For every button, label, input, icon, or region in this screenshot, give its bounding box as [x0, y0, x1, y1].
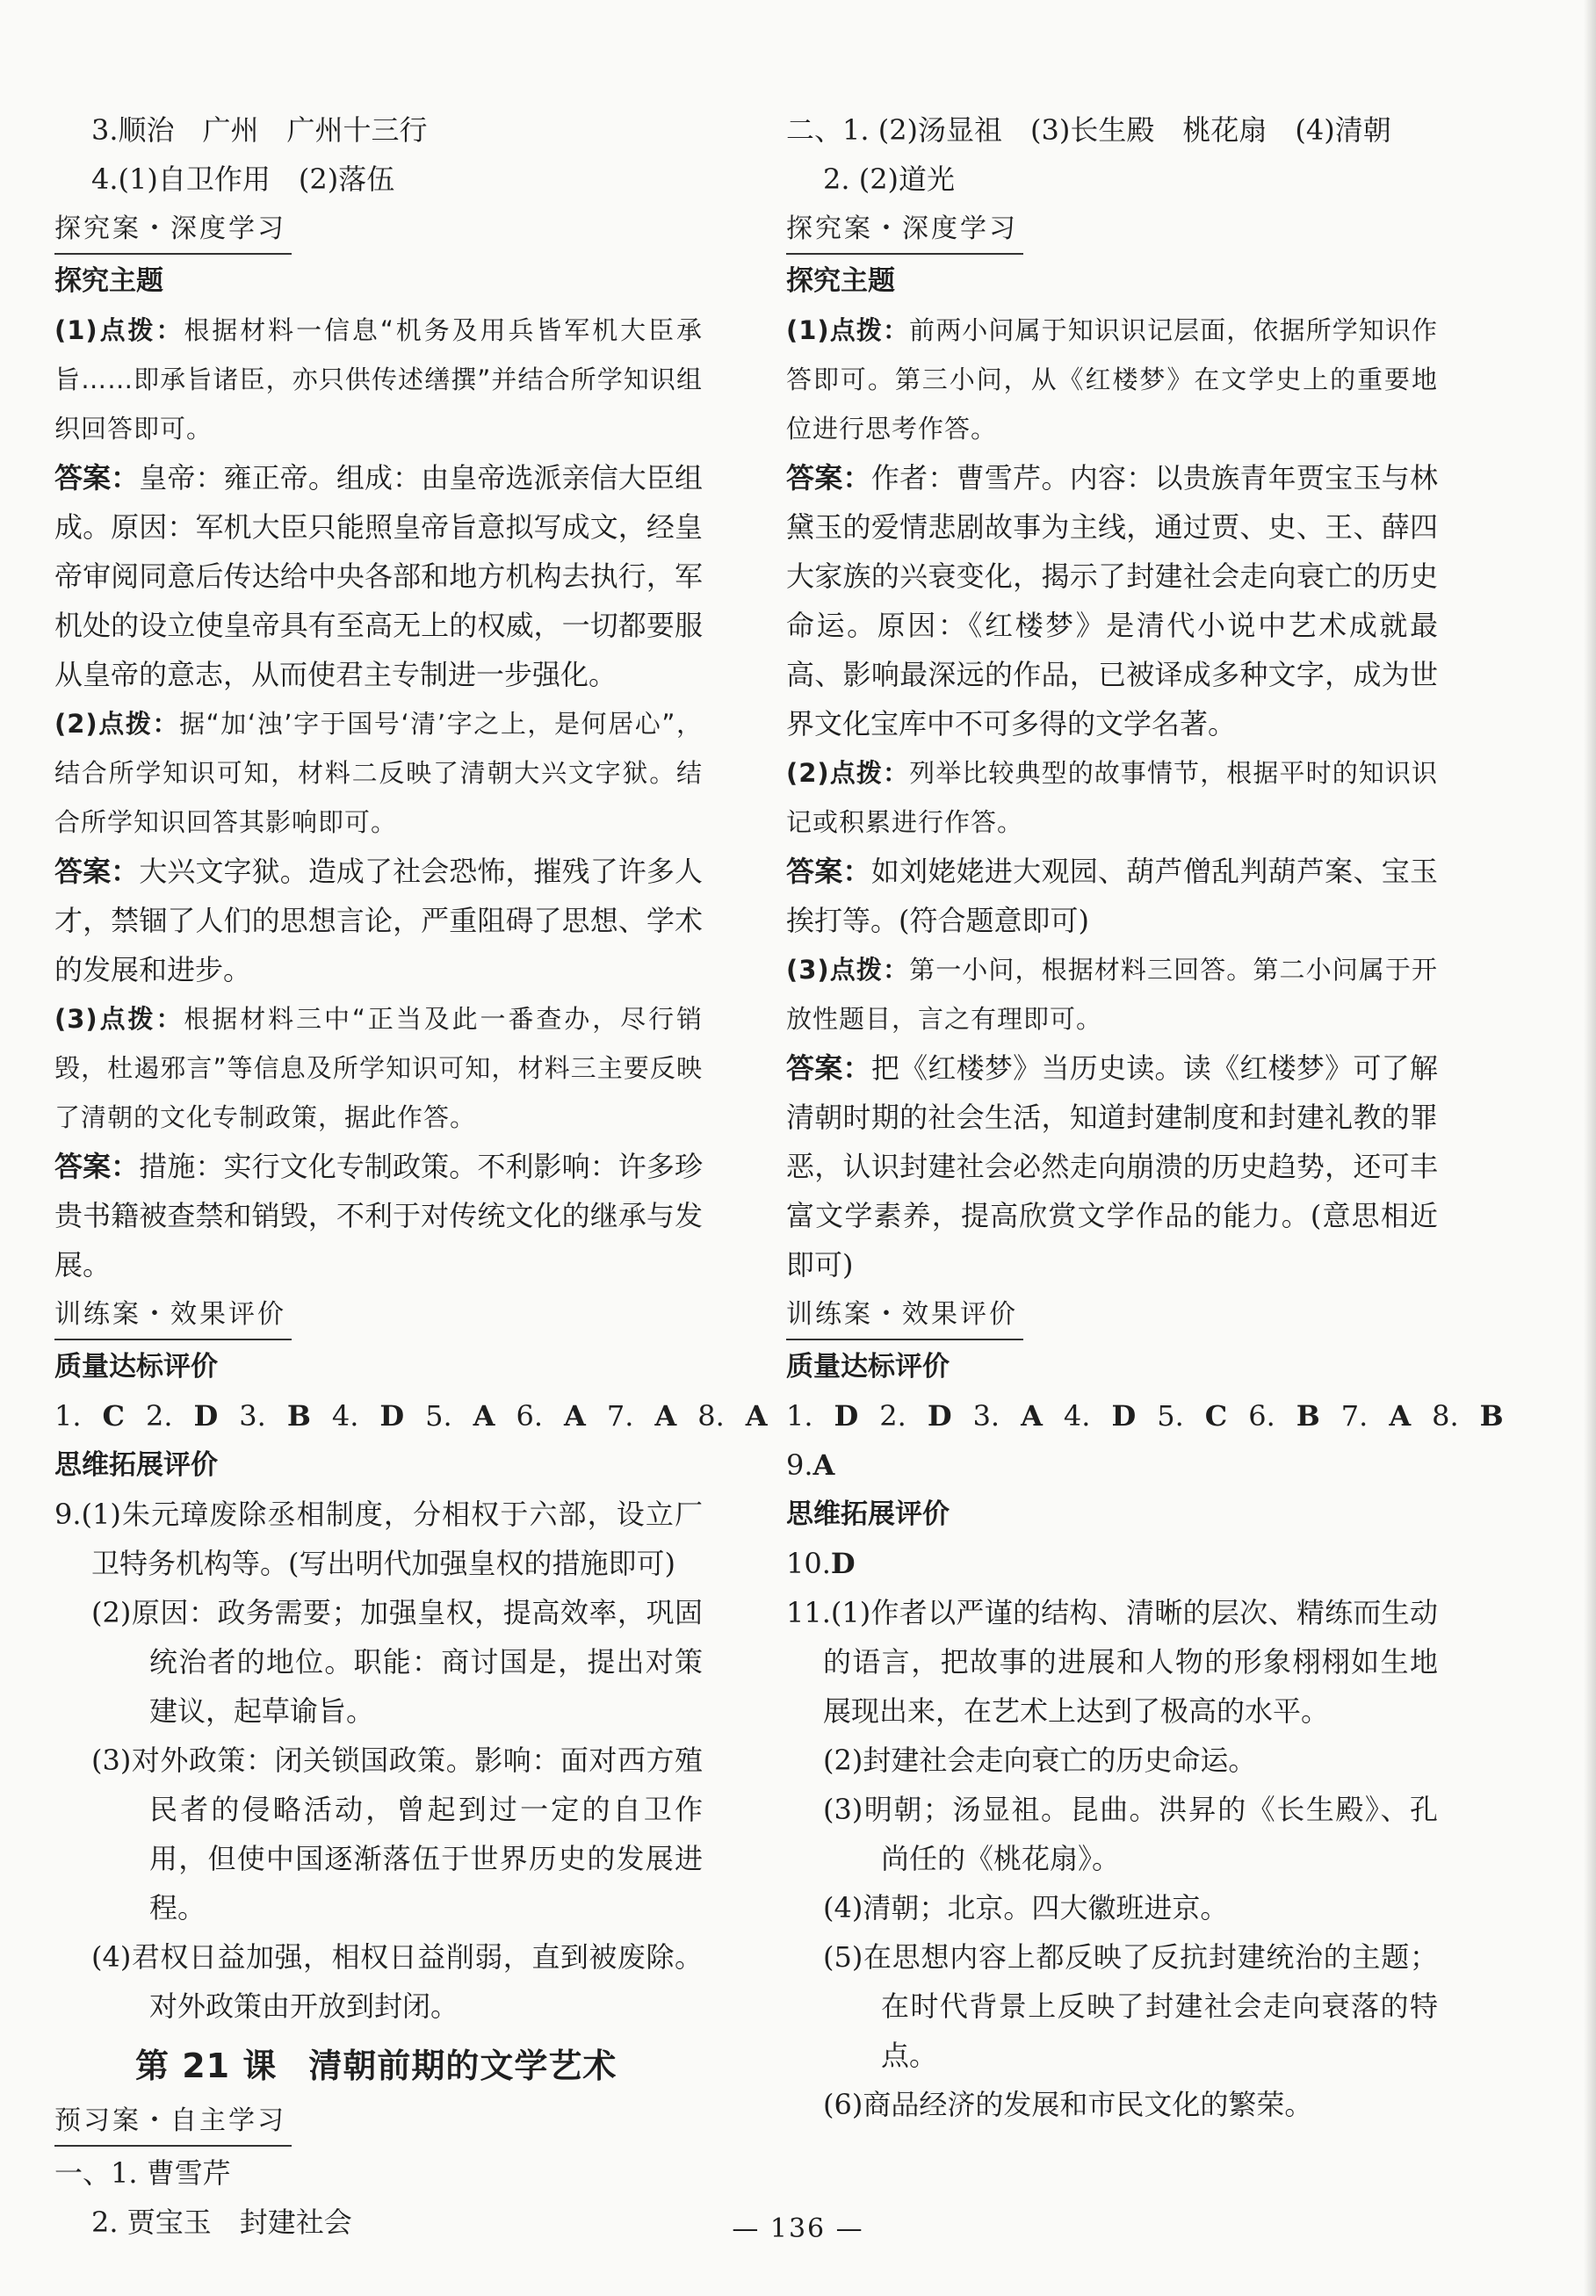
explore-theme-heading: 探究主题 — [54, 265, 163, 297]
answer-line: 3.顺治 广州 广州十三行 — [91, 113, 428, 147]
answer-paragraph — [786, 1043, 1438, 1289]
answer-paragraph — [786, 453, 1438, 748]
mc-item: 2. D — [879, 1399, 952, 1433]
mc-item: 8. A — [697, 1399, 768, 1433]
mc-item-9: 9.A — [786, 1448, 835, 1482]
answer-paragraph — [54, 1142, 703, 1289]
q9-part: (3)对外政策：闭关锁国政策。影响：面对西方殖民者的侵略活动，曾起到过一定的自卫作用，但使中国逐渐落伍于世界历史的发展进程。 — [91, 1744, 703, 1924]
lesson-name: 清朝前期的文学艺术 — [308, 2047, 617, 2085]
q11-part: 11.(1)作者以严谨的结构、清晰的层次、精练而生动的语言，把故事的进展和人物的形象栩栩如生地展现出来，在艺术上达到了极高的水平。 — [786, 1596, 1438, 1728]
answer-paragraph — [786, 847, 1438, 945]
answer-text: 皇帝：雍正帝。组成：由皇帝选派亲信大臣组成。原因：军机大臣只能照皇帝旨意拟写成文，经皇帝审阅同意后传达给中央各部和地方机构去执行，军机处的设立使皇帝具有至高无上的权威，一切都要服从皇帝的意志，从而使君主专制进一步强化。 — [54, 461, 703, 691]
tip-label: (3)点拨： — [786, 955, 910, 985]
answer-label: 答案： — [54, 1150, 140, 1183]
mc-item: 7. A — [1340, 1399, 1412, 1433]
tip-label: (1)点拨： — [54, 315, 184, 345]
page-number: — 136 — — [732, 2213, 864, 2244]
mc-item: 3. A — [972, 1399, 1043, 1433]
section-tab-train: 训练案・效果评价 — [786, 1293, 1023, 1340]
q11-part: (6)商品经济的发展和市民文化的繁荣。 — [823, 2088, 1313, 2121]
tip-label: (2)点拨： — [786, 758, 910, 788]
q11-part: (5)在思想内容上都反映了反抗封建统治的主题；在时代背景上反映了封建社会走向衰落的特点。 — [823, 1940, 1438, 2072]
thinking-heading: 思维拓展评价 — [54, 1449, 218, 1481]
tip-label: (3)点拨： — [54, 1004, 184, 1034]
tip-text: 第一小问，根据材料三回答。第二小问属于开放性题目，言之有理即可。 — [786, 955, 1438, 1034]
q9-part: (4)君权日益加强，相权日益削弱，直到被废除。对外政策由开放到封闭。 — [91, 1940, 703, 2023]
preview-answer: 一、1. 曹雪芹 — [54, 2156, 231, 2190]
answer-text: 如刘姥姥进大观园、葫芦僧乱判葫芦案、宝玉挨打等。(符合题意即可) — [786, 855, 1438, 937]
tip-paragraph — [54, 994, 703, 1142]
answer-paragraph — [54, 453, 703, 699]
q11-part: (3)明朝；汤显祖。昆曲。洪昇的《长生殿》、孔尚任的《桃花扇》。 — [823, 1793, 1438, 1875]
lesson-title — [54, 2038, 703, 2094]
thinking-heading: 思维拓展评价 — [786, 1498, 950, 1530]
mc-item: 4. D — [331, 1399, 405, 1433]
tip-text: 据“加‘浊’字于国号‘清’字之上，是何居心”，结合所学知识可知，材料二反映了清朝大兴文字狱。结合所学知识回答其影响即可。 — [54, 709, 704, 837]
mc-item: 1. D — [786, 1399, 859, 1433]
mc-answers — [786, 1391, 1504, 1440]
section-tab-explore: 探究案・深度学习 — [786, 207, 1023, 255]
answer-line: 2. (2)道光 — [823, 162, 956, 196]
answer-label: 答案： — [786, 855, 871, 888]
tip-paragraph — [786, 945, 1438, 1043]
tip-paragraph — [786, 306, 1438, 453]
section-tab-explore: 探究案・深度学习 — [54, 207, 292, 255]
tip-label: (1)点拨： — [786, 315, 910, 345]
tip-paragraph — [786, 748, 1438, 847]
answer-label: 答案： — [54, 461, 140, 495]
q11-part: (2)封建社会走向衰亡的历史命运。 — [823, 1744, 1257, 1777]
answer-text: 措施：实行文化专制政策。不利影响：许多珍贵书籍被查禁和销毁，不利于对传统文化的继承与发展。 — [54, 1150, 703, 1282]
preview-answer: 2. 贾宝玉 封建社会 — [91, 2206, 352, 2239]
tip-text: 根据材料三中“正当及此一番查办，尽行销毁，杜遏邪言”等信息及所学知识可知，材料三主要反映了清朝的文化专制政策，据此作答。 — [54, 1004, 703, 1132]
mc-item: 4. D — [1063, 1399, 1137, 1433]
mc-item: 8. B — [1432, 1399, 1504, 1433]
left-column — [54, 105, 768, 2247]
tip-label: (2)点拨： — [54, 709, 180, 739]
tip-text: 前两小问属于知识识记层面，依据所学知识作答即可。第三小问，从《红楼梦》在文学史上的重要地位进行思考作答。 — [786, 315, 1438, 444]
mc-answers — [54, 1391, 768, 1440]
answer-text: 大兴文字狱。造成了社会恐怖，摧残了许多人才，禁锢了人们的思想言论，严重阻碍了思想、学术的发展和进步。 — [54, 855, 703, 986]
mc-item: 6. B — [1248, 1399, 1320, 1433]
mc-item: 7. A — [606, 1399, 677, 1433]
explore-theme-heading: 探究主题 — [786, 265, 895, 297]
quality-heading: 质量达标评价 — [786, 1351, 950, 1383]
answer-paragraph — [54, 847, 703, 994]
q11-part: (4)清朝；北京。四大徽班进京。 — [823, 1891, 1229, 1924]
mc-item: 2. D — [146, 1399, 219, 1433]
right-column — [786, 105, 1504, 2129]
answer-label: 答案： — [786, 1051, 871, 1085]
answer-text: 把《红楼梦》当历史读。读《红楼梦》可了解清朝时期的社会生活，知道封建制度和封建礼教的罪恶，认识封建社会必然走向崩溃的历史趋势，还可丰富文学素养，提高欣赏文学作品的能力。(意思相近即可) — [786, 1051, 1438, 1282]
q9-part: (2)原因：政务需要；加强皇权，提高效率，巩固统治者的地位。职能：商讨国是，提出对策建议，起草谕旨。 — [91, 1596, 703, 1728]
mc-item: 6. A — [516, 1399, 586, 1433]
answer-line: 二、1. (2)汤显祖 (3)长生殿 桃花扇 (4)清朝 — [786, 113, 1391, 147]
tip-paragraph — [54, 699, 703, 847]
mc-item: 3. B — [239, 1399, 311, 1433]
mc-item: 1. C — [54, 1399, 125, 1433]
tip-text: 根据材料一信息“机务及用兵皆军机大臣承旨……即承旨诸臣，亦只供传述缮撰”并结合所学知识组织回答即可。 — [54, 315, 703, 444]
answer-label: 答案： — [54, 855, 140, 888]
tip-text: 列举比较典型的故事情节，根据平时的知识识记或积累进行作答。 — [786, 758, 1438, 837]
mc-item: 5. A — [425, 1399, 495, 1433]
section-tab-preview: 预习案・自主学习 — [54, 2099, 292, 2147]
scan-edge-shadow — [1584, 0, 1596, 2296]
q10-answer: 10.D — [786, 1547, 856, 1580]
section-tab-train: 训练案・效果评价 — [54, 1293, 292, 1340]
mc-item: 5. C — [1157, 1399, 1228, 1433]
answer-line: 4.(1)自卫作用 (2)落伍 — [91, 162, 395, 196]
q9-part: 9.(1)朱元璋废除丞相制度，分相权于六部，设立厂卫特务机构等。(写出明代加强皇权的措施即可) — [54, 1498, 703, 1580]
answer-label: 答案： — [786, 461, 871, 495]
tip-paragraph — [54, 306, 703, 453]
answer-text: 作者：曹雪芹。内容：以贵族青年贾宝玉与林黛玉的爱情悲剧故事为主线，通过贾、史、王、薛四大家族的兴衰变化，揭示了封建社会走向衰亡的历史命运。原因：《红楼梦》是清代小说中艺术成就最高、影响最深远的作品，已被译成多种文字，成为世界文化宝库中不可多得的文学名著。 — [786, 461, 1438, 740]
quality-heading: 质量达标评价 — [54, 1351, 218, 1383]
lesson-number: 第 21 课 — [135, 2047, 278, 2085]
